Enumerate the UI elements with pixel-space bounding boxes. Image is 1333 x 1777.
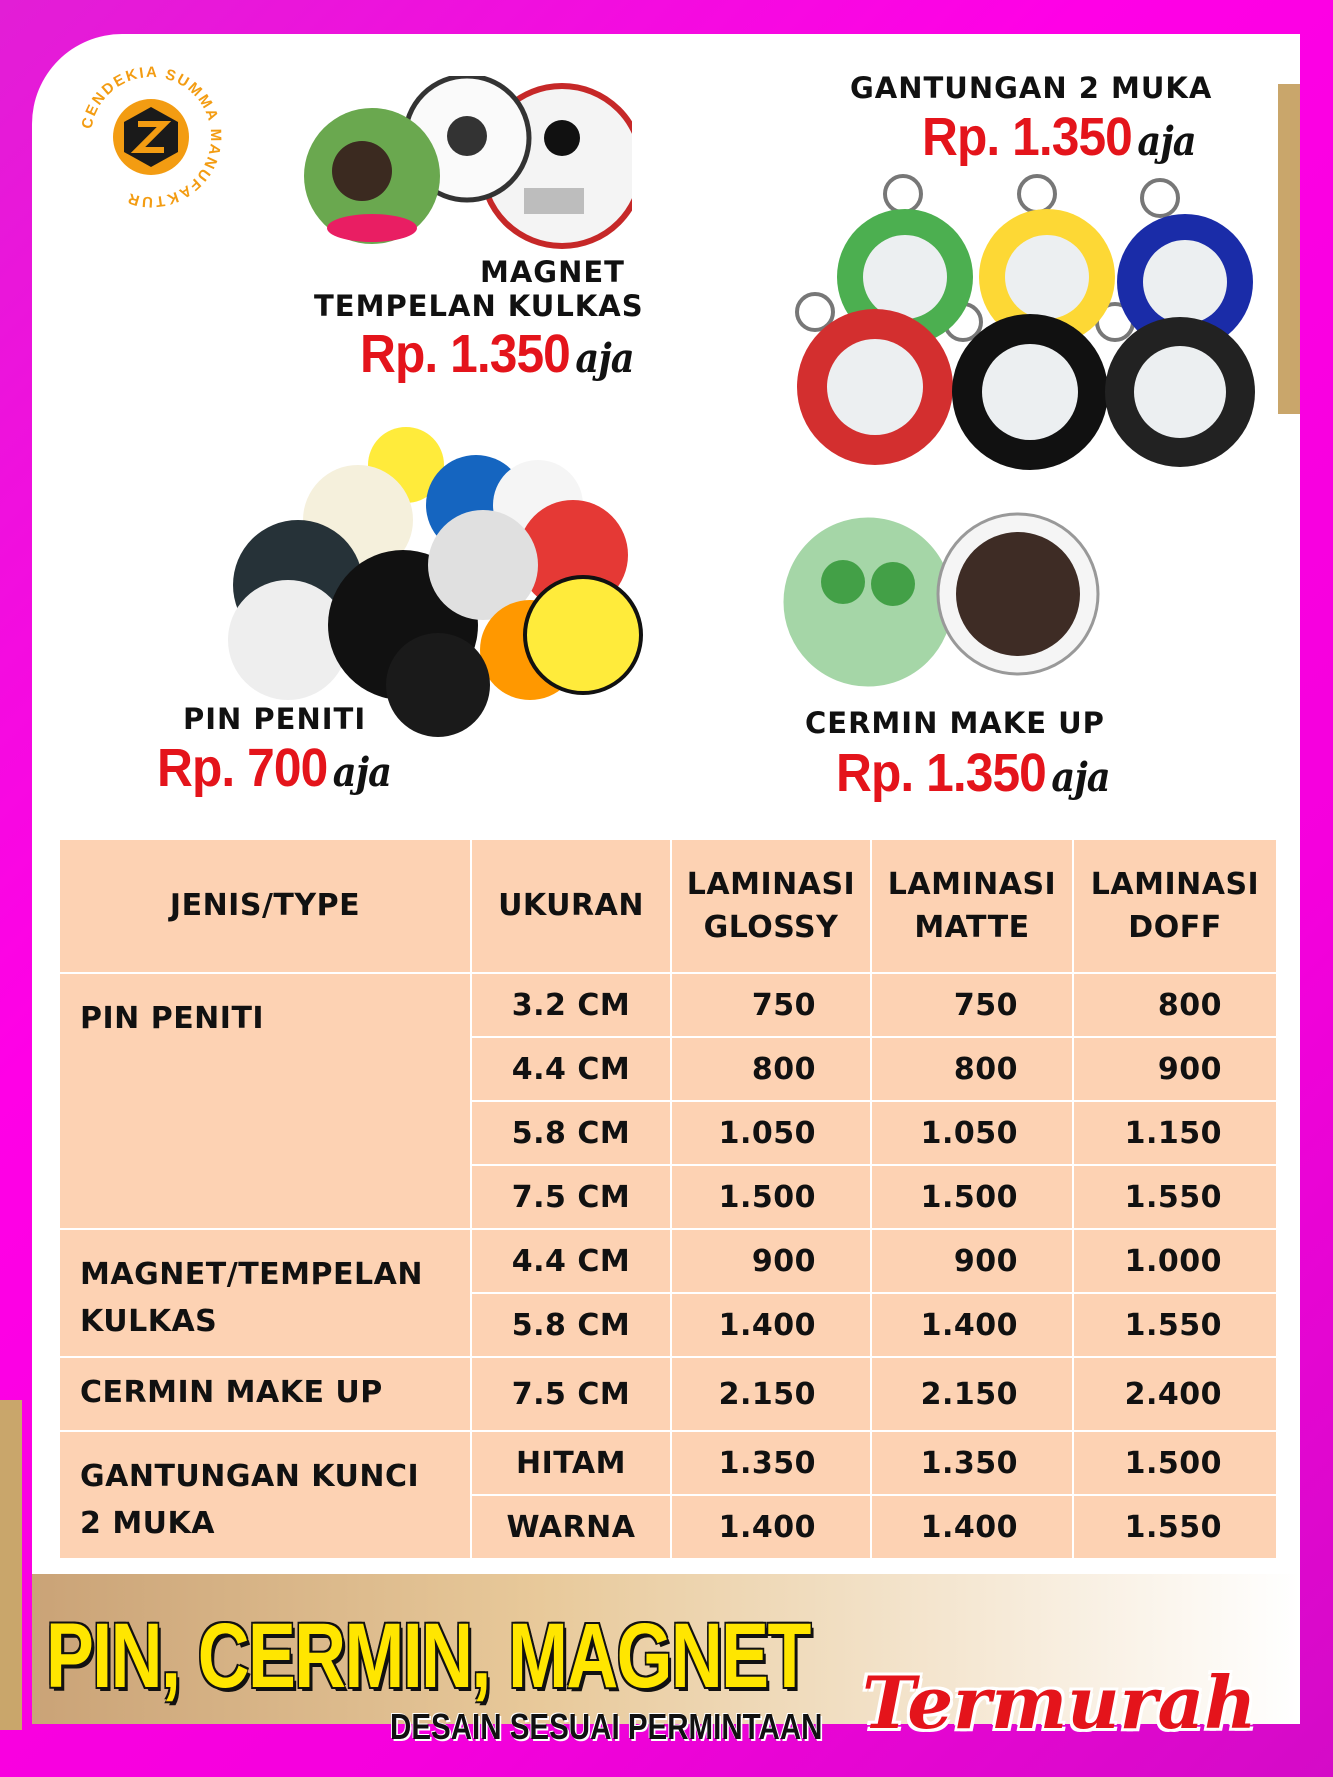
header-size: UKURAN (471, 839, 671, 973)
type-gantungan-line1: GANTUNGAN KUNCI (80, 1459, 420, 1494)
header-doff-line2: DOFF (1128, 910, 1222, 945)
header-matte-line2: MATTE (914, 910, 1030, 945)
cell-matte: 1.400 (871, 1495, 1073, 1559)
cell-glossy: 1.500 (671, 1165, 871, 1229)
magnet-title-line2: TEMPELAN KULKAS (314, 289, 644, 323)
logo-icon (76, 62, 226, 212)
cell-size: 5.8 CM (471, 1101, 671, 1165)
cell-glossy: 2.150 (671, 1357, 871, 1431)
cell-size: 7.5 CM (471, 1357, 671, 1431)
gantungan-price (922, 106, 1196, 168)
cell-matte: 900 (871, 1229, 1073, 1293)
cell-glossy: 800 (671, 1037, 871, 1101)
type-magnet-line2: KULKAS (80, 1303, 218, 1339)
cell-glossy: 900 (671, 1229, 871, 1293)
table-row (59, 1229, 1277, 1293)
cell-glossy: 1.050 (671, 1101, 871, 1165)
cell-glossy: 1.400 (671, 1495, 871, 1559)
cell-size: 3.2 CM (471, 973, 671, 1037)
cell-matte: 750 (871, 973, 1073, 1037)
cell-matte: 1.400 (871, 1293, 1073, 1357)
cell-size: 4.4 CM (471, 1037, 671, 1101)
mirror-icon (778, 512, 1108, 692)
type-magnet-line1: MAGNET/TEMPELAN (80, 1257, 423, 1292)
cell-matte: 2.150 (871, 1357, 1073, 1431)
header-doff-line1: LAMINASI (1090, 866, 1260, 902)
header-matte (871, 839, 1073, 973)
price-table (58, 838, 1278, 1560)
cell-doff: 1.550 (1073, 1293, 1277, 1357)
magnet-photo-icon (302, 76, 632, 261)
pin-title: PIN PENITI (183, 702, 367, 736)
pin-price-suffix: aja (332, 749, 392, 796)
type-gantungan (59, 1431, 471, 1559)
cell-doff: 800 (1073, 973, 1277, 1037)
cell-matte: 800 (871, 1037, 1073, 1101)
header-glossy (671, 839, 871, 973)
table-row (59, 973, 1277, 1037)
cermin-price (836, 742, 1110, 804)
cell-matte: 1.500 (871, 1165, 1073, 1229)
type-cermin: CERMIN MAKE UP (59, 1357, 471, 1431)
cell-doff: 1.550 (1073, 1495, 1277, 1559)
cermin-price-suffix: aja (1051, 754, 1110, 801)
cermin-title: CERMIN MAKE UP (805, 706, 1105, 740)
cell-doff: 1.500 (1073, 1431, 1277, 1495)
gantungan-price-suffix: aja (1137, 118, 1196, 165)
table-header-row (59, 839, 1277, 973)
cell-size: WARNA (471, 1495, 671, 1559)
header-glossy-line2: GLOSSY (703, 910, 839, 945)
cell-size: 4.4 CM (471, 1229, 671, 1293)
banner-subtitle: DESAIN SESUAI PERMINTAAN (390, 1706, 823, 1747)
cell-matte: 1.050 (871, 1101, 1073, 1165)
cell-size: 5.8 CM (471, 1293, 671, 1357)
banner-title: PIN, CERMIN, MAGNET (46, 1605, 810, 1707)
cell-glossy: 750 (671, 973, 871, 1037)
cell-doff: 1.550 (1073, 1165, 1277, 1229)
cell-doff: 1.000 (1073, 1229, 1277, 1293)
cell-doff: 1.150 (1073, 1101, 1277, 1165)
cell-matte: 1.350 (871, 1431, 1073, 1495)
header-doff (1073, 839, 1277, 973)
table-row (59, 1357, 1277, 1431)
cell-glossy: 1.350 (671, 1431, 871, 1495)
cell-doff: 900 (1073, 1037, 1277, 1101)
cermin-price-value: Rp. 1.350 (836, 743, 1046, 803)
pin-price (157, 737, 391, 799)
cell-glossy: 1.400 (671, 1293, 871, 1357)
cell-size: 7.5 CM (471, 1165, 671, 1229)
gold-edge-right (1278, 84, 1300, 414)
type-pin: PIN PENITI (59, 973, 471, 1229)
banner-tagline: Termurah (862, 1660, 1257, 1745)
pin-price-value: Rp. 700 (157, 738, 328, 798)
cell-size: HITAM (471, 1431, 671, 1495)
keychain-icon (785, 172, 1260, 472)
type-magnet (59, 1229, 471, 1357)
gantungan-title: GANTUNGAN 2 MUKA (850, 71, 1213, 105)
magnet-price (360, 323, 634, 385)
logo-text: CENDEKIA SUMMA MANUFAKTUR (78, 63, 225, 211)
gold-edge-left (0, 1400, 22, 1730)
table-row (59, 1431, 1277, 1495)
header-type: JENIS/TYPE (59, 839, 471, 973)
cell-doff: 2.400 (1073, 1357, 1277, 1431)
magnet-title-line1: MAGNET (480, 255, 625, 289)
gantungan-price-value: Rp. 1.350 (922, 107, 1132, 167)
header-glossy-line1: LAMINASI (686, 866, 856, 902)
pin-collage-icon (228, 425, 658, 740)
magnet-price-suffix: aja (575, 335, 634, 382)
type-gantungan-line2: 2 MUKA (80, 1505, 215, 1541)
magnet-price-value: Rp. 1.350 (360, 324, 570, 384)
header-matte-line1: LAMINASI (887, 866, 1057, 902)
